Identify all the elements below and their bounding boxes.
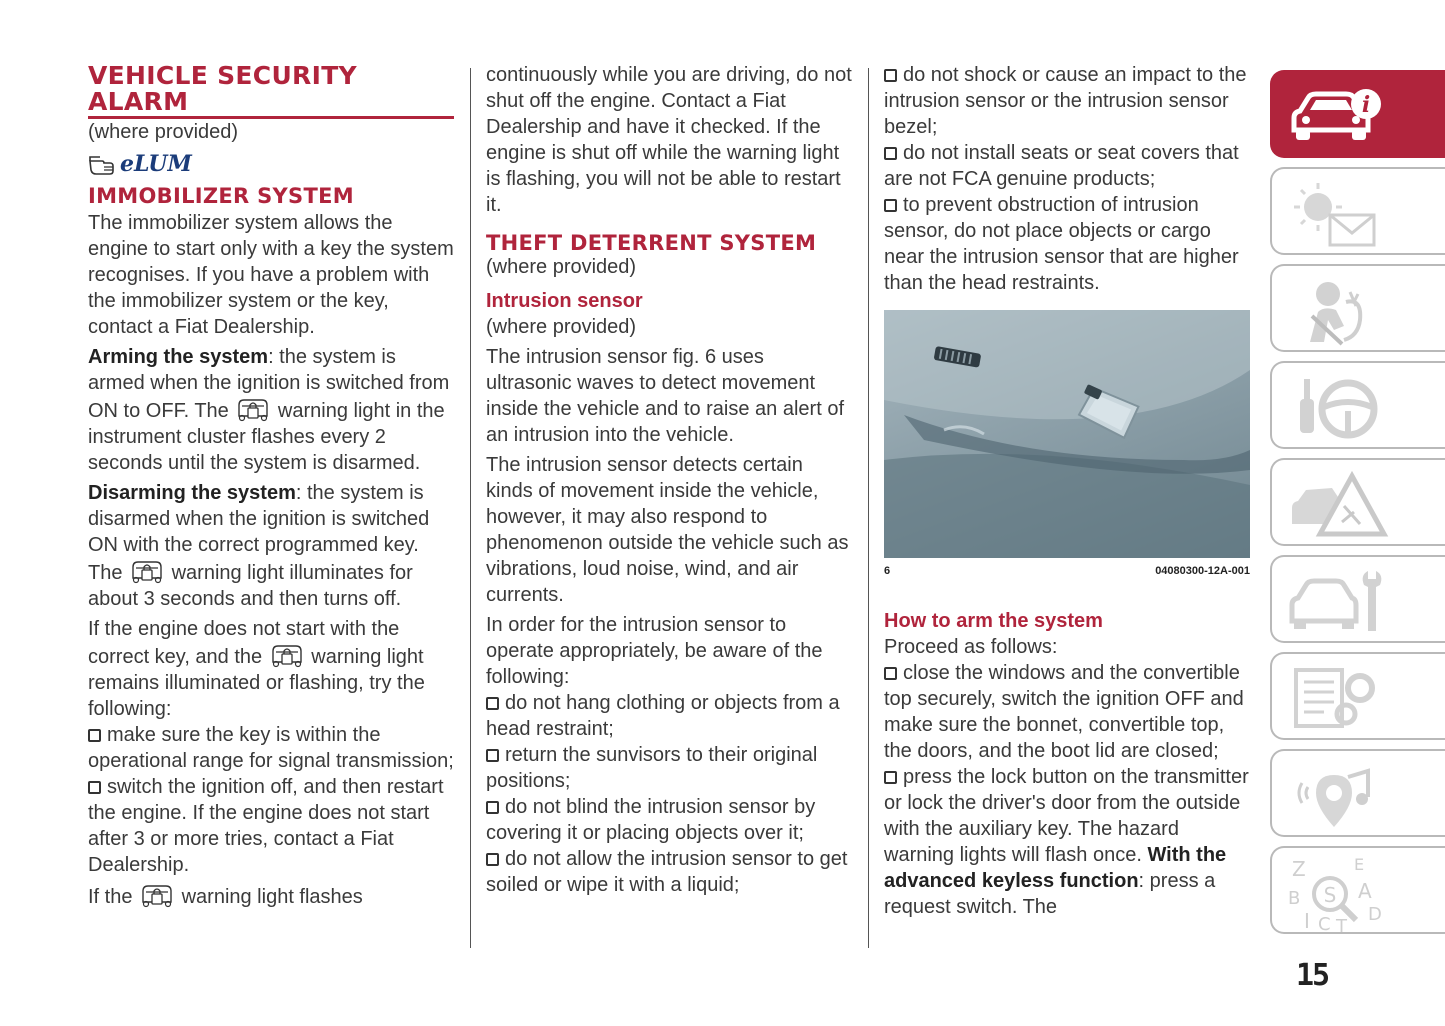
bullet-square-icon	[884, 771, 897, 784]
list-item: return the sunvisors to their original positions;	[486, 744, 818, 792]
index-letter: B	[1288, 888, 1301, 909]
intrusion-p2: The intrusion sensor detects certain kinds of movement inside the vehicle, however, it may also respond to phenomenon outside the vehicle such as vibrations, loud noise, wind, and air currents.	[486, 454, 849, 606]
bullet-square-icon	[884, 69, 897, 82]
pointing-hand-icon	[88, 153, 118, 175]
bullet-square-icon	[486, 853, 499, 866]
section-title-wrap	[88, 63, 454, 119]
column-1	[88, 62, 454, 914]
immobilizer-warning-light-icon	[130, 558, 164, 584]
list-item: do not hang clothing or objects from a head restraint;	[486, 692, 840, 740]
list-item: to prevent obstruction of intrusion sensor, do not place objects or cargo near the intrusion sensor that are higher than the head restraints.	[884, 194, 1239, 294]
bullet-square-icon	[486, 749, 499, 762]
figure-code: 04080300-12A-001	[1155, 565, 1250, 577]
not-start-paragraph: If the engine does not start with the correct key, and the warning light remains illuminated or flashing, try the following:	[88, 618, 425, 720]
immobilizer-warning-light-icon	[270, 642, 304, 668]
intrusion-sensor-figure	[884, 310, 1250, 558]
disarming-paragraph: Disarming the system: the system is disarmed when the ignition is switched ON with the correct programmed key. The warning light illuminates for about 3 seconds and then turns off.	[88, 482, 430, 610]
heading-how-to-arm: How to arm the system	[884, 610, 1103, 632]
page-number: 15	[1296, 958, 1329, 993]
index-letter: Z	[1292, 857, 1306, 881]
bullet-square-icon	[486, 801, 499, 814]
immobilizer-warning-light-icon	[236, 396, 270, 422]
bullet-square-icon	[884, 667, 897, 680]
section-title: VEHICLE SECURITY ALARM	[88, 61, 357, 116]
list-item: do not blind the intrusion sensor by covering it or placing objects over it;	[486, 796, 816, 844]
list-item: make sure the key is within the operational range for signal transmission;	[88, 724, 454, 772]
technical-data-icon	[1284, 660, 1394, 736]
svg-text:i: i	[1361, 92, 1371, 118]
index-letter: S	[1323, 883, 1337, 907]
elum-label: eLUM	[120, 151, 192, 177]
figure-caption	[884, 564, 1250, 578]
list-item: do not install seats or seat covers that are not FCA genuine products;	[884, 142, 1239, 190]
heading-immobilizer: IMMOBILIZER SYSTEM	[88, 184, 354, 208]
column-divider	[868, 68, 869, 948]
index-letter: A	[1358, 879, 1372, 903]
bullet-square-icon	[884, 147, 897, 160]
warning-lights-messages-icon	[1284, 175, 1394, 251]
arming-paragraph: Arming the system: the system is armed when the ignition is switched from ON to OFF. The warning light in the instrument cluster flashes every 2 seconds until the system is disarmed.	[88, 346, 450, 474]
heading-intrusion-sensor: Intrusion sensor	[486, 290, 643, 312]
multimedia-icon	[1284, 757, 1394, 833]
car-info-icon	[1284, 78, 1394, 154]
list-item: do not allow the intrusion sensor to get soiled or wipe it with a liquid;	[486, 848, 848, 896]
tab-technical-data[interactable]	[1270, 652, 1445, 740]
tab-multimedia[interactable]	[1270, 749, 1445, 837]
immobilizer-intro: The immobilizer system allows the engine to start only with a key the system recognises. If you have a problem with the immobilizer system or the key, contact a Fiat Dealership.	[88, 212, 454, 338]
heading-theft-deterrent: THEFT DETERRENT SYSTEM	[486, 231, 817, 255]
tab-servicing[interactable]	[1270, 555, 1445, 643]
starting-driving-icon	[1284, 369, 1394, 445]
index-icon	[1284, 854, 1394, 934]
index-letter: T	[1336, 916, 1347, 934]
column-3	[884, 62, 1250, 920]
column-divider	[470, 68, 471, 948]
index-letter: D	[1368, 904, 1382, 925]
list-item: close the windows and the convertible top securely, switch the ignition OFF and make sure the bonnet, convertible top, the doors, and the boot lid are closed;	[884, 662, 1244, 762]
section-title-subtitle: (where provided)	[88, 121, 239, 143]
list-item: press the lock button on the transmitter or lock the driver's door from the outside with the auxiliary key. The hazard warning lights will flash once. With the advanced keyless function: press a request switch. The	[884, 766, 1249, 918]
keyless-label: With the advanced keyless function	[884, 844, 1227, 892]
intrusion-p1: The intrusion sensor fig. 6 uses ultrasonic waves to detect movement inside the vehicle and to raise an alert of an intrusion into the vehicle.	[486, 346, 844, 446]
tab-car-info[interactable]	[1270, 70, 1445, 158]
disarming-label: Disarming the system	[88, 482, 296, 504]
list-item: do not shock or cause an impact to the intrusion sensor or the intrusion sensor bezel;	[884, 64, 1247, 138]
safety-airbag-icon	[1284, 272, 1394, 348]
elum-badge	[88, 149, 454, 179]
continued-paragraph: continuously while you are driving, do not shut off the engine. Contact a Fiat Dealership and have it checked. If the engine is shut off while the warning light is flashing, you will not be able to restart it.	[486, 64, 852, 216]
proceed-text: Proceed as follows:	[884, 636, 1058, 658]
index-letter: I	[1304, 909, 1310, 933]
servicing-maintenance-icon	[1284, 563, 1394, 639]
arming-label: Arming the system	[88, 346, 269, 368]
tab-warning-lights[interactable]	[1270, 167, 1445, 255]
emergency-icon	[1284, 466, 1394, 542]
list-item: switch the ignition off, and then restart the engine. If the engine does not start after 3 or more tries, contact a Fiat Dealership.	[88, 776, 444, 876]
immobilizer-warning-light-icon	[140, 882, 174, 908]
tab-index[interactable]	[1270, 846, 1445, 934]
theft-subtitle: (where provided)	[486, 256, 637, 278]
bullet-square-icon	[88, 729, 101, 742]
index-letter: C	[1318, 914, 1331, 934]
index-letter: E	[1354, 855, 1365, 874]
tab-emergency[interactable]	[1270, 458, 1445, 546]
bullet-square-icon	[884, 199, 897, 212]
intrusion-sensor-photo	[884, 310, 1250, 558]
flashes-paragraph: If the warning light flashes	[88, 882, 454, 910]
intrusion-subtitle: (where provided)	[486, 316, 637, 338]
tab-safety[interactable]	[1270, 264, 1445, 352]
figure-number: 6	[884, 565, 891, 577]
bullet-square-icon	[486, 697, 499, 710]
intrusion-p3: In order for the intrusion sensor to operate appropriately, be aware of the following:	[486, 614, 823, 688]
bullet-square-icon	[88, 781, 101, 794]
column-2	[486, 62, 854, 898]
tab-starting-driving[interactable]	[1270, 361, 1445, 449]
